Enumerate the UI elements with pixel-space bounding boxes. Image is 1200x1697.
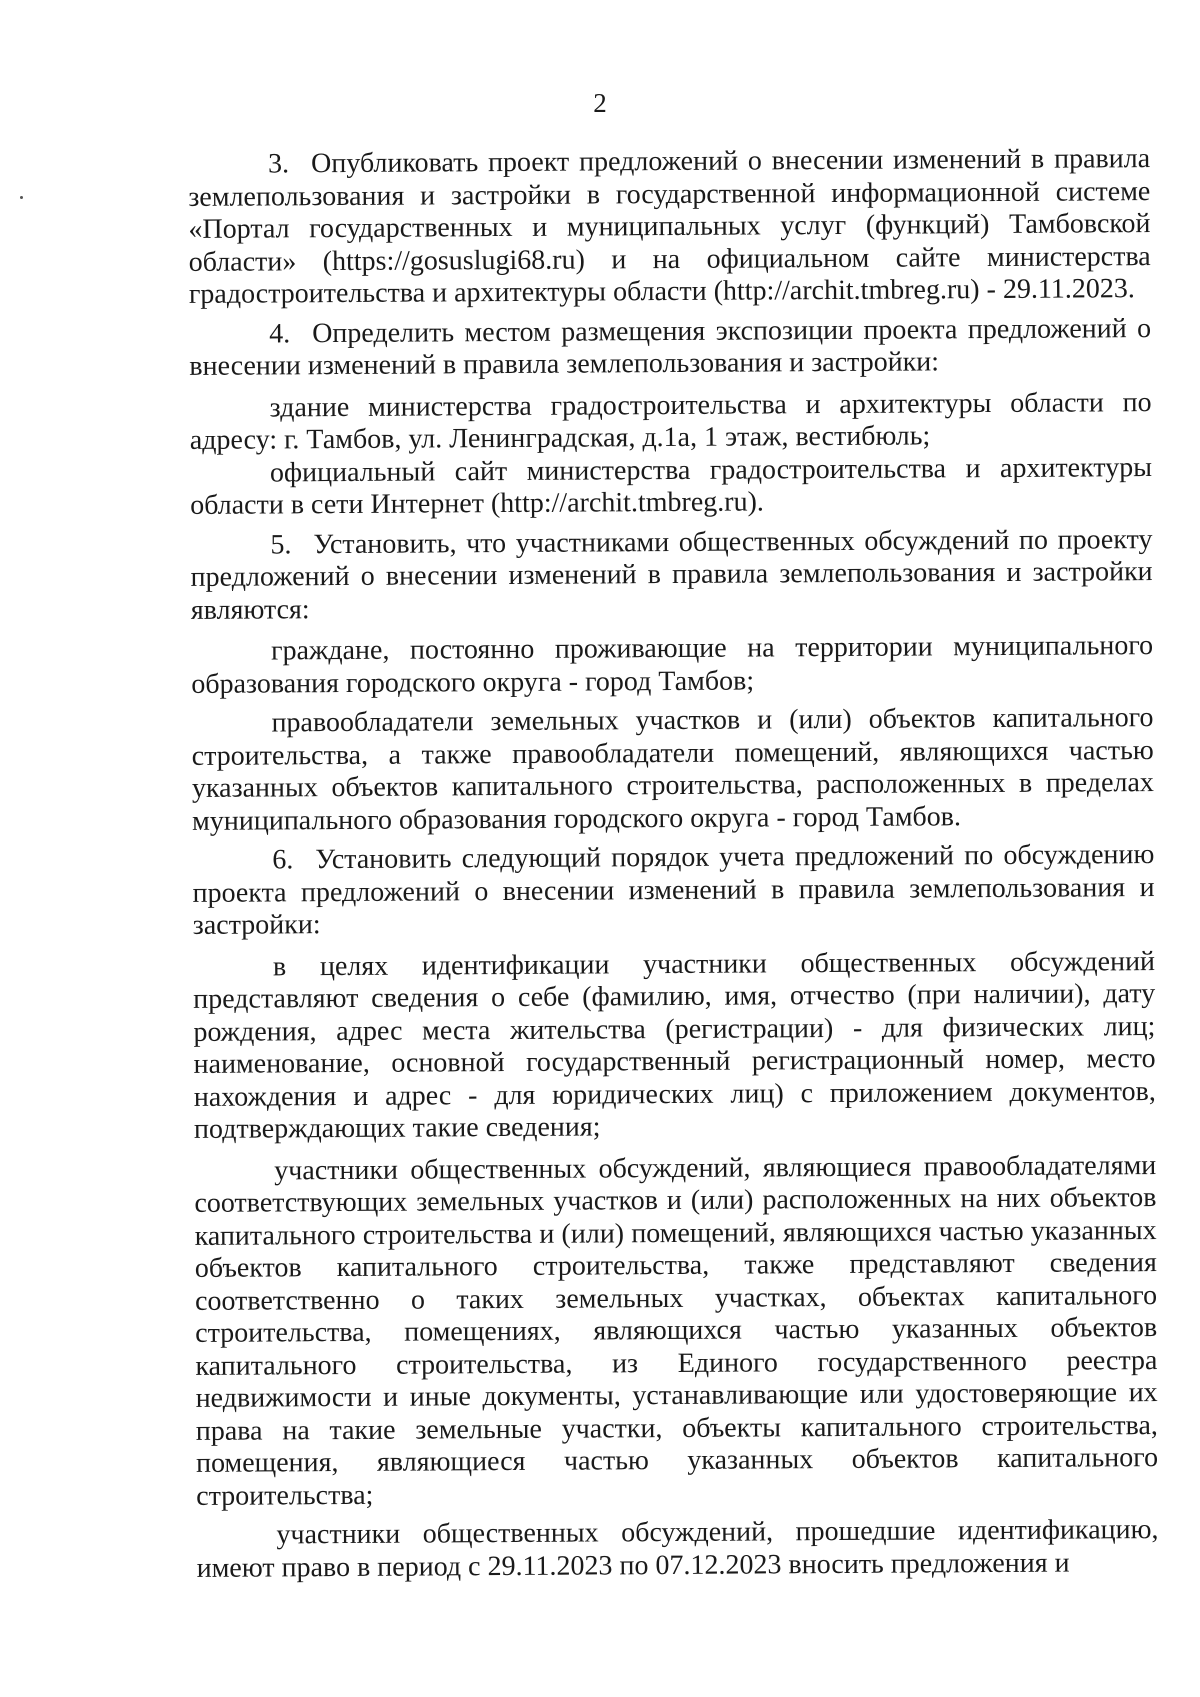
- item-4: [189, 313, 1151, 384]
- item-number: 3.: [268, 148, 290, 180]
- item-text: Установить, что участниками общественных обсуждений по проекту предложений о внесении изменений в правила землепользования и застройки являются:: [190, 523, 1153, 626]
- item-3: [188, 143, 1151, 311]
- sub-paragraph: участники общественных обсуждений, являющиеся правообладателями соответствующих земельных участков и (или) расположенных на них объектов капитального строительства и (или) помещений, являющихся частью указанных объектов капитального строительства, также представляют сведения соответственно о таких земельных участках, объектах капитального строительства, помещениях, являющихся частью указанных объектов капитального строительства, из Единого государственного реестра недвижимости и иные документы, устанавливающие или удостоверяющие их права на такие земельные участки, объекты капитального строительства, помещения, являющиеся частью указанных объектов капитального строительства;: [194, 1149, 1159, 1512]
- sub-paragraph: участники общественных обсуждений, прошедшие идентификацию, имеют право в период с 29.11.2023 по 07.12.2023 вносить предложения и: [196, 1514, 1159, 1584]
- item-number: 5.: [270, 528, 292, 560]
- item-5: [190, 524, 1153, 627]
- sub-paragraph: здание министерства градостроительства и архитектуры области по адресу: г. Тамбов, ул. Ленинградская, д.1а, 1 этаж, вестибюль;: [189, 386, 1152, 456]
- item-number: 6.: [272, 844, 294, 876]
- document-body: [188, 143, 1159, 1585]
- sub-paragraph: граждане, постоянно проживающие на территории муниципального образования городского округа - город Тамбов;: [191, 630, 1154, 700]
- page-number: 2: [593, 88, 607, 118]
- item-text: Определить местом размещения экспозиции проекта предложений о внесении изменений в правила землепользования и застройки:: [189, 312, 1152, 382]
- scan-speck: [20, 196, 23, 199]
- sub-paragraph: правообладатели земельных участков и (или) объектов капитального строительства, а также правообладатели помещений, являющихся частью указанных объектов капитального строительства, расположенных в пределах муниципального образования городского округа - город Тамбов.: [191, 702, 1154, 837]
- item-number: 4.: [269, 317, 291, 349]
- sub-paragraph: в целях идентификации участники общественных обсуждений представляют сведения о себе (фамилию, имя, отчество (при наличии), дату рождения, адрес места жительства (регистрации) - для физических лиц; наименование, основной государственный регистрационный номер, место нахождения и адрес - для юридических лиц) с приложением документов, подтверждающих такие сведения;: [193, 945, 1156, 1145]
- item-text: Установить следующий порядок учета предложений по обсуждению проекта предложений о внесении изменений в правила землепользования и застройки:: [192, 839, 1155, 941]
- item-6: [192, 839, 1155, 942]
- item-text: Опубликовать проект предложений о внесении изменений в правила землепользования и застройки в государственной информационной системе «Портал государственных и муниципальных услуг (функций) Тамбовской области» (https://gosuslugi68.ru) и на официальном сайте министерства градостроительства и архитектуры области (http://archit.tmbreg.ru) - 29.11.2023.: [188, 143, 1151, 310]
- sub-paragraph: официальный сайт министерства градостроительства и архитектуры области в сети Интернет (http://archit.tmbreg.ru).: [190, 451, 1153, 521]
